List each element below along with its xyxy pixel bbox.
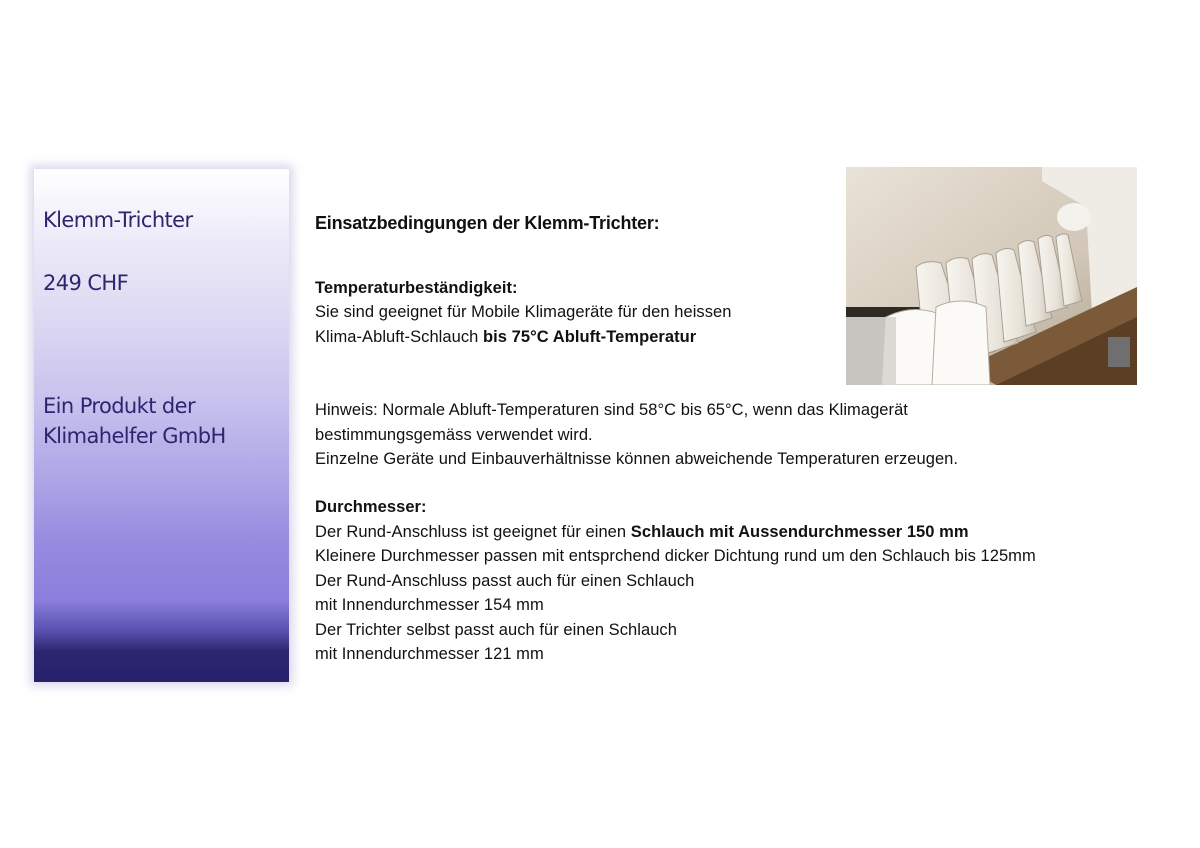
product-sidebar [34, 169, 289, 682]
diameter-text-6: mit Innendurchmesser 121 mm [315, 645, 544, 663]
note-text-1: Hinweis: Normale Abluft-Temperaturen sind 58°C bis 65°C, wenn das Klimagerät [315, 401, 908, 419]
temperature-limit: bis 75°C Abluft-Temperatur [483, 328, 697, 346]
diameter-text-4: mit Innendurchmesser 154 mm [315, 596, 544, 614]
temperature-heading: Temperaturbeständigkeit: [315, 279, 518, 297]
company-note: Ein Produkt der Klimahelfer GmbH [43, 394, 226, 448]
note-text-3: Einzelne Geräte und Einbauverhältnisse können abweichende Temperaturen erzeugen. [315, 450, 959, 468]
note-text-2: bestimmungsgemäss verwendet wird. [315, 426, 593, 444]
diameter-text-3: Der Rund-Anschluss passt auch für einen Schlauch [315, 572, 695, 590]
temperature-text-2: Klima-Abluft-Schlauch bis 75°C Abluft-Temperatur [315, 328, 697, 346]
diameter-heading: Durchmesser: [315, 498, 427, 516]
hose-diameter: Schlauch mit Aussendurchmesser 150 mm [630, 523, 969, 541]
diameter-text-2: Kleinere Durchmesser passen mit entsprchend dicker Dichtung rund um den Schlauch bis 125mm [315, 547, 1036, 565]
product-title: Klemm-Trichter [43, 208, 193, 232]
page-heading: Einsatzbedingungen der Klemm-Trichter: [315, 213, 660, 233]
diameter-text-1: Der Rund-Anschluss ist geeignet für einen Schlauch mit Aussendurchmesser 150 mm [315, 523, 969, 541]
product-photo [846, 167, 1137, 385]
diameter-text-5: Der Trichter selbst passt auch für einen Schlauch [315, 621, 677, 639]
product-price: 249 CHF [43, 271, 129, 295]
temperature-text-1: Sie sind geeignet für Mobile Klimageräte für den heissen [315, 303, 732, 321]
